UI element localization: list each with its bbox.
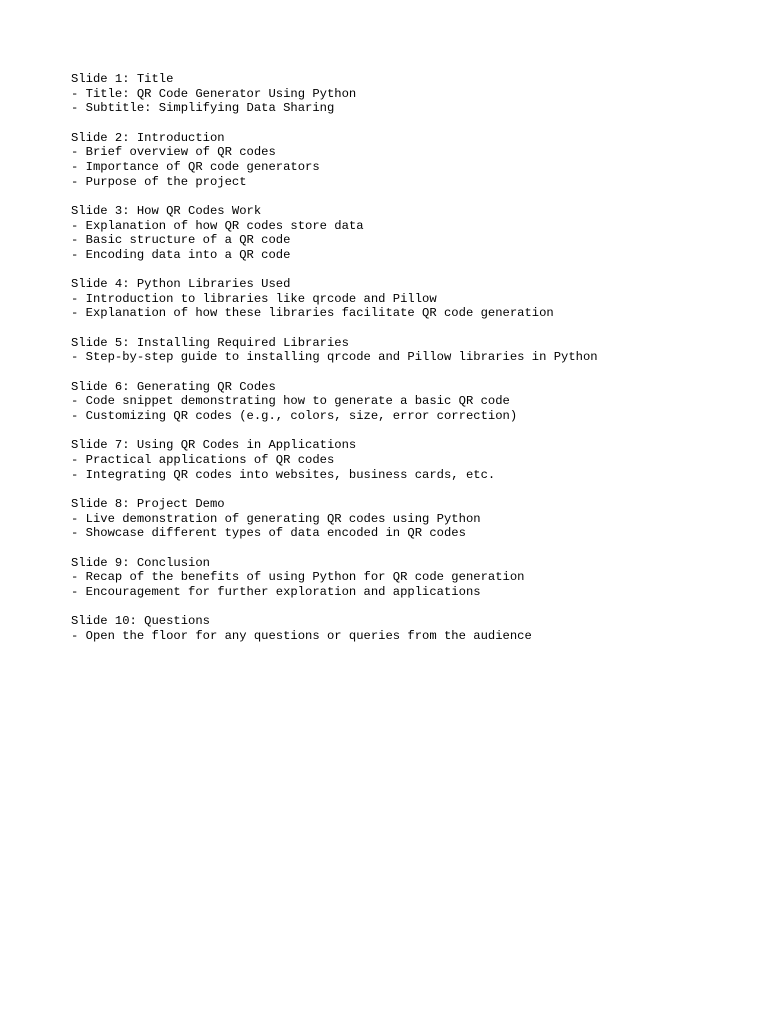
document-page <box>71 72 731 658</box>
slide-bullet: - Encouragement for further exploration and applications <box>71 584 481 599</box>
slide-section <box>71 204 731 263</box>
slide-bullet: - Purpose of the project <box>71 174 247 189</box>
slide-bullet: - Title: QR Code Generator Using Python <box>71 86 357 101</box>
slide-heading: Slide 2: Introduction <box>71 130 225 145</box>
slide-bullet: - Explanation of how these libraries facilitate QR code generation <box>71 306 554 321</box>
slide-bullet: - Step-by-step guide to installing qrcode and Pillow libraries in Python <box>71 350 598 365</box>
slide-bullet: - Open the floor for any questions or queries from the audience <box>71 628 532 643</box>
slide-heading: Slide 10: Questions <box>71 614 210 629</box>
slide-bullet: - Encoding data into a QR code <box>71 247 291 262</box>
slide-bullet: - Basic structure of a QR code <box>71 233 291 248</box>
slide-section <box>71 72 731 116</box>
slide-heading: Slide 9: Conclusion <box>71 555 210 570</box>
slide-section <box>71 277 731 321</box>
slide-bullet: - Importance of QR code generators <box>71 159 320 174</box>
slide-section <box>71 556 731 600</box>
slide-bullet: - Brief overview of QR codes <box>71 145 276 160</box>
slide-section <box>71 380 731 424</box>
slide-heading: Slide 4: Python Libraries Used <box>71 277 291 292</box>
slide-bullet: - Recap of the benefits of using Python for QR code generation <box>71 570 525 585</box>
slide-heading: Slide 7: Using QR Codes in Applications <box>71 438 357 453</box>
slide-section <box>71 438 731 482</box>
slide-heading: Slide 5: Installing Required Libraries <box>71 335 349 350</box>
slide-bullet: - Explanation of how QR codes store data <box>71 218 364 233</box>
slide-heading: Slide 1: Title <box>71 72 174 86</box>
slide-heading: Slide 3: How QR Codes Work <box>71 203 262 218</box>
slide-section <box>71 497 731 541</box>
slide-heading: Slide 8: Project Demo <box>71 496 225 511</box>
slide-bullet: - Code snippet demonstrating how to generate a basic QR code <box>71 394 510 409</box>
slide-bullet: - Live demonstration of generating QR codes using Python <box>71 511 481 526</box>
slide-bullet: - Showcase different types of data encoded in QR codes <box>71 526 466 541</box>
slide-bullet: - Introduction to libraries like qrcode and Pillow <box>71 291 437 306</box>
slide-heading: Slide 6: Generating QR Codes <box>71 379 276 394</box>
slide-bullet: - Subtitle: Simplifying Data Sharing <box>71 101 335 116</box>
slide-bullet: - Practical applications of QR codes <box>71 452 335 467</box>
slide-section <box>71 614 731 643</box>
slide-section <box>71 336 731 365</box>
slide-bullet: - Integrating QR codes into websites, business cards, etc. <box>71 467 496 482</box>
slide-bullet: - Customizing QR codes (e.g., colors, size, error correction) <box>71 409 518 424</box>
slide-section <box>71 131 731 190</box>
